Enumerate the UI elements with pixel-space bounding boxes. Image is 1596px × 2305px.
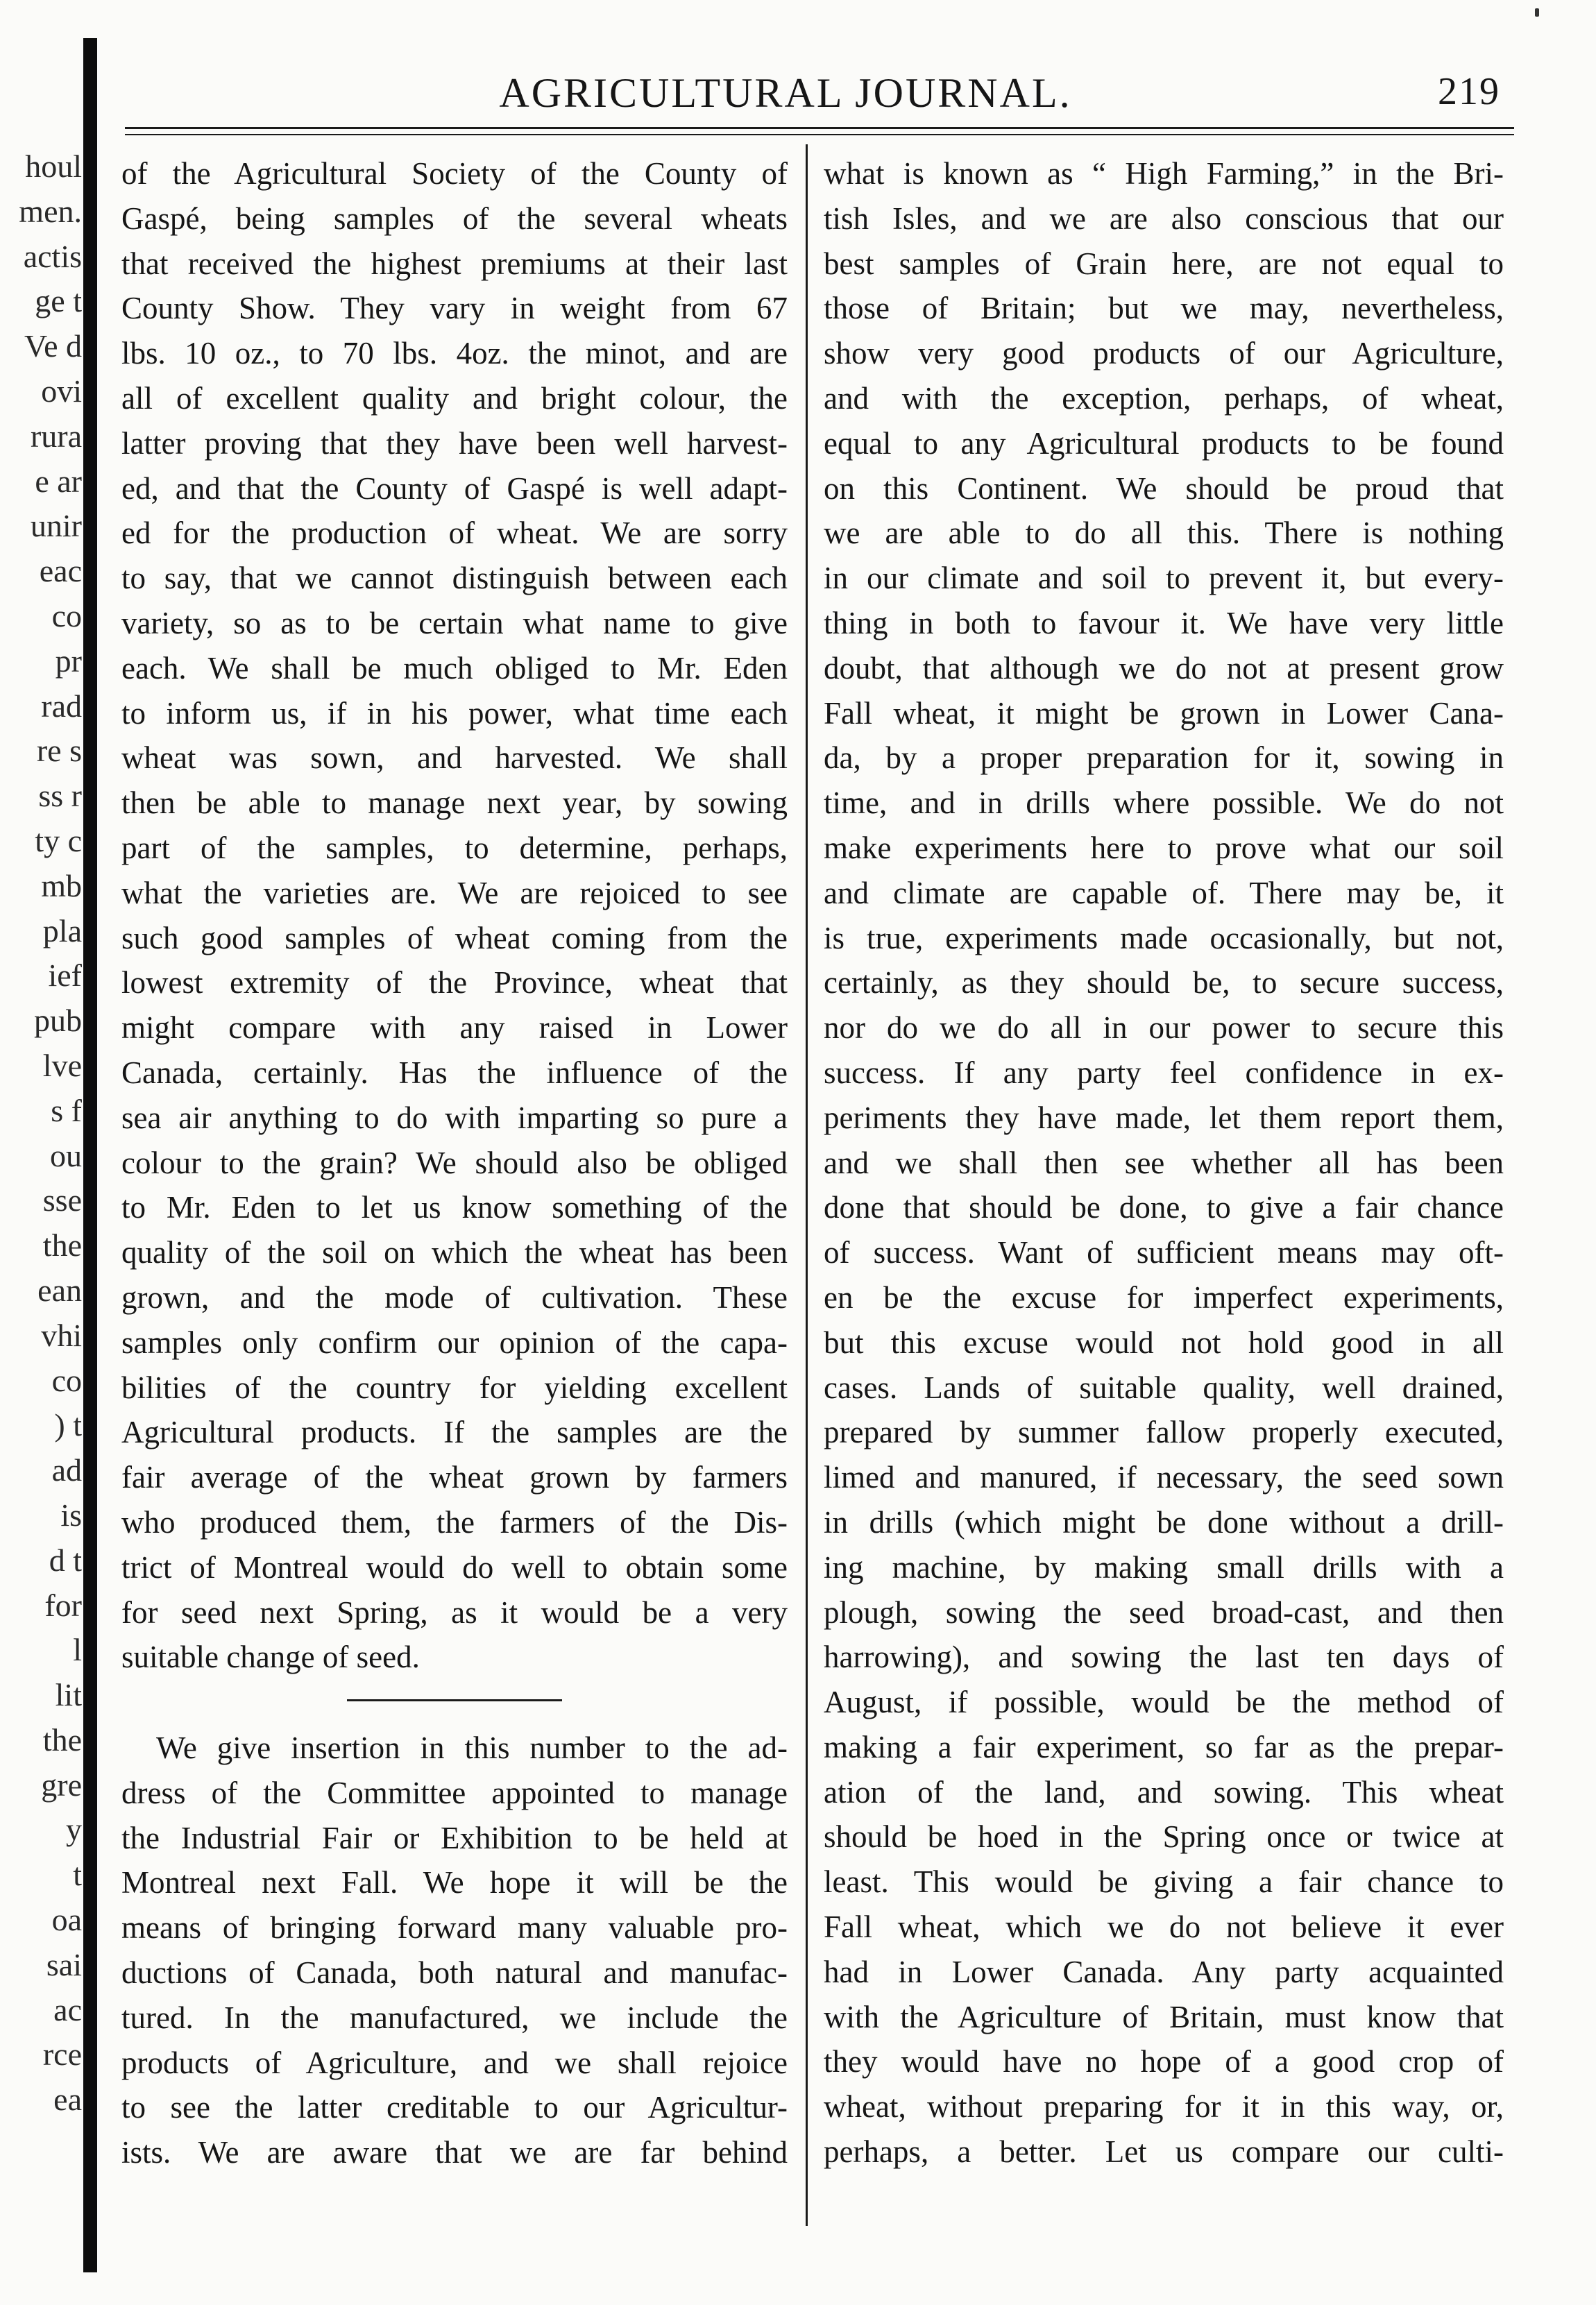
text-line: bilities of the country for yielding excellent (121, 1370, 788, 1405)
margin-fragment: houl (25, 148, 82, 184)
text-line: products of Agriculture, and we shall rejoice (121, 2045, 788, 2080)
margin-fragment: rce (42, 2036, 82, 2073)
text-line: best samples of Grain here, are not equal to (824, 246, 1504, 281)
margin-fragment: ean (37, 1272, 82, 1308)
text-line: on this Continent. We should be proud that (824, 470, 1504, 506)
text-line: ation of the land, and sowing. This wheat (824, 1774, 1504, 1810)
print-speck (1535, 8, 1539, 17)
margin-fragment: ge t (35, 283, 82, 319)
section-divider (347, 1699, 562, 1701)
margin-fragment: ou (50, 1137, 82, 1173)
text-line: variety, so as to be certain what name to give (121, 605, 788, 640)
text-line: the Industrial Fair or Exhibition to be held at (121, 1820, 788, 1855)
margin-fragment: ) t (54, 1407, 82, 1443)
margin-fragment: t (73, 1857, 82, 1893)
text-line: Montreal next Fall. We hope it will be the (121, 1865, 788, 1900)
text-line: least. This would be giving a fair chance to (824, 1864, 1504, 1900)
margin-fragment: oa (51, 1902, 82, 1938)
margin-fragment: ief (48, 958, 82, 994)
margin-fragment: pub (34, 1003, 82, 1039)
margin-fragment: men. (19, 193, 82, 229)
running-head (0, 69, 1596, 116)
text-line: that received the highest premiums at their last (121, 246, 788, 281)
text-line: is true, experiments made occasionally, but not, (824, 920, 1504, 955)
text-line: of success. Want of sufficient means may oft- (824, 1235, 1504, 1270)
text-line: samples only confirm our opinion of the capa- (121, 1325, 788, 1360)
text-line: Canada, certainly. Has the influence of the (121, 1055, 788, 1090)
text-line: ed, and that the County of Gaspé is well adapt- (121, 470, 788, 506)
text-line: Fall wheat, it might be grown in Lower Cana- (824, 695, 1504, 731)
margin-fragment: vhi (41, 1317, 82, 1353)
binding-gutter (83, 38, 97, 2272)
text-line: in our climate and soil to prevent it, but every- (824, 561, 1504, 596)
text-line: and climate are capable of. There may be, it (824, 875, 1504, 910)
journal-title: AGRICULTURAL JOURNAL. (499, 70, 1072, 116)
paragraph-high-farming (824, 151, 1504, 2175)
margin-fragment: lit (55, 1677, 82, 1713)
margin-fragment: for (44, 1587, 82, 1623)
left-column (121, 151, 788, 2175)
margin-fragment: gre (41, 1767, 82, 1803)
text-line: perhaps, a better. Let us compare our culti- (824, 2134, 1504, 2170)
text-line: thing in both to favour it. We have very little (824, 605, 1504, 640)
text-line: what the varieties are. We are rejoiced to see (121, 875, 788, 910)
text-line: trict of Montreal would do well to obtain some (121, 1549, 788, 1585)
text-line: to see the latter creditable to our Agricultur- (121, 2090, 788, 2125)
text-line: with the Agriculture of Britain, must know that (824, 1999, 1504, 2034)
margin-fragment: lve (42, 1047, 82, 1083)
text-line: success. If any party feel confidence in ex- (824, 1055, 1504, 1090)
text-line: doubt, that although we do not at present grow (824, 650, 1504, 686)
text-line: Fall wheat, which we do not believe it ever (824, 1910, 1504, 1945)
text-line: make experiments here to prove what our soil (824, 830, 1504, 865)
text-line: suitable change of seed. (121, 1640, 420, 1675)
margin-fragment: actis (23, 238, 82, 274)
previous-page-margin-fragments (0, 144, 82, 2123)
text-line: making a fair experiment, so far as the prepar- (824, 1729, 1504, 1764)
margin-fragment: the (42, 1227, 82, 1264)
text-line: August, if possible, would be the method of (824, 1685, 1504, 1720)
text-line: who produced them, the farmers of the Dis- (121, 1504, 788, 1540)
page-number: 219 (1438, 70, 1500, 113)
margin-fragment: e ar (35, 463, 82, 499)
text-line: might compare with any raised in Lower (121, 1010, 788, 1046)
text-line: each. We shall be much obliged to Mr. Eden (121, 650, 788, 686)
text-line: County Show. They vary in weight from 67 (121, 291, 788, 326)
margin-fragment: is (60, 1497, 82, 1533)
paragraph-gaspe-wheat (121, 151, 788, 1680)
margin-fragment: pr (55, 643, 82, 679)
text-line: equal to any Agricultural products to be found (824, 425, 1504, 461)
text-line: of the Agricultural Society of the County of (121, 156, 788, 191)
margin-fragment: co (51, 597, 82, 633)
text-line: We give insertion in this number to the ad- (156, 1730, 788, 1766)
text-line: in drills (which might be done without a drill- (824, 1504, 1504, 1540)
margin-fragment: l (73, 1632, 82, 1668)
text-line: ists. We are aware that we are far behind (121, 2135, 788, 2170)
margin-fragment: ovi (41, 373, 82, 409)
text-line: what is known as “ High Farming,” in the Bri- (824, 156, 1504, 191)
text-line: but this excuse would not hold good in all (824, 1325, 1504, 1360)
text-line: tish Isles, and we are also conscious that our (824, 201, 1504, 236)
text-line: then be able to manage next year, by sowing (121, 785, 788, 821)
text-line: we are able to do all this. There is nothing (824, 516, 1504, 551)
text-line: ing machine, by making small drills with a (824, 1549, 1504, 1585)
margin-fragment: ss r (38, 778, 82, 814)
text-line: tured. In the manufactured, we include the (121, 2000, 788, 2035)
text-line: periments they have made, let them report them, (824, 1100, 1504, 1135)
text-line: harrowing), and sowing the last ten days of (824, 1640, 1504, 1675)
text-line: show very good products of our Agriculture, (824, 336, 1504, 371)
text-line: to say, that we cannot distinguish between each (121, 561, 788, 596)
text-line: all of excellent quality and bright colour, the (121, 380, 788, 416)
text-line: nor do we do all in our power to secure this (824, 1010, 1504, 1046)
paragraph-industrial-fair (121, 1726, 788, 2175)
margin-fragment: d t (49, 1542, 82, 1578)
text-line: done that should be done, to give a fair chance (824, 1190, 1504, 1225)
margin-fragment: rad (41, 688, 82, 724)
margin-fragment: sai (46, 1946, 82, 1982)
margin-fragment: the (42, 1721, 82, 1758)
margin-fragment: eac (39, 553, 82, 589)
text-line: wheat, without preparing for it in this way, or, (824, 2089, 1504, 2125)
margin-fragment: y (66, 1812, 82, 1848)
margin-fragment: ac (53, 1991, 82, 2027)
text-line: to inform us, if in his power, what time each (121, 695, 788, 731)
text-line: part of the samples, to determine, perhaps, (121, 830, 788, 865)
text-line: and with the exception, perhaps, of wheat, (824, 380, 1504, 416)
text-line: and we shall then see whether all has been (824, 1145, 1504, 1180)
margin-fragment: ea (53, 2082, 82, 2118)
margin-fragment: s f (51, 1092, 82, 1128)
margin-fragment: pla (42, 912, 82, 949)
text-line: dress of the Committee appointed to manage (121, 1775, 788, 1810)
text-line: sea air anything to do with imparting so pure a (121, 1100, 788, 1135)
margin-fragment: re s (36, 733, 82, 769)
text-line: for seed next Spring, as it would be a very (121, 1594, 788, 1630)
text-line: cases. Lands of suitable quality, well drained, (824, 1370, 1504, 1405)
margin-fragment: mb (41, 867, 82, 903)
margin-fragment: sse (42, 1182, 82, 1218)
text-line: en be the excuse for imperfect experiments, (824, 1279, 1504, 1315)
text-line: ed for the production of wheat. We are sorry (121, 516, 788, 551)
margin-fragment: co (51, 1362, 82, 1398)
text-line: had in Lower Canada. Any party acquainted (824, 1954, 1504, 1989)
header-double-rule (125, 127, 1514, 135)
text-line: time, and in drills where possible. We do not (824, 785, 1504, 821)
text-line: lowest extremity of the Province, wheat that (121, 965, 788, 1001)
text-line: Agricultural products. If the samples are the (121, 1415, 788, 1450)
text-line: grown, and the mode of cultivation. These (121, 1279, 788, 1315)
text-line: da, by a proper preparation for it, sowing in (824, 740, 1504, 776)
text-line: latter proving that they have been well harvest- (121, 425, 788, 461)
margin-fragment: rura (30, 418, 82, 454)
margin-fragment: ty c (35, 822, 82, 858)
text-line: those of Britain; but we may, nevertheless, (824, 291, 1504, 326)
text-line: colour to the grain? We should also be obliged (121, 1145, 788, 1180)
text-line: ductions of Canada, both natural and manufac- (121, 1955, 788, 1991)
text-line: such good samples of wheat coming from the (121, 920, 788, 955)
text-line: they would have no hope of a good crop of (824, 2044, 1504, 2079)
text-line: plough, sowing the seed broad-cast, and then (824, 1594, 1504, 1630)
text-line: quality of the soil on which the wheat has been (121, 1235, 788, 1270)
text-line: should be hoed in the Spring once or twice at (824, 1819, 1504, 1855)
margin-fragment: ad (51, 1452, 82, 1488)
text-line: certainly, as they should be, to secure success, (824, 965, 1504, 1001)
text-line: Gaspé, being samples of the several wheats (121, 201, 788, 236)
margin-fragment: unir (30, 508, 82, 544)
text-line: means of bringing forward many valuable pro- (121, 1910, 788, 1946)
text-line: limed and manured, if necessary, the seed sown (824, 1460, 1504, 1495)
text-line: fair average of the wheat grown by farmers (121, 1460, 788, 1495)
text-line: lbs. 10 oz., to 70 lbs. 4oz. the minot, and are (121, 336, 788, 371)
column-divider (806, 144, 808, 2226)
right-column (824, 151, 1504, 2175)
text-line: prepared by summer fallow properly executed, (824, 1415, 1504, 1450)
text-line: wheat was sown, and harvested. We shall (121, 740, 788, 776)
margin-fragment: Ve d (24, 328, 82, 364)
text-line: to Mr. Eden to let us know something of the (121, 1190, 788, 1225)
